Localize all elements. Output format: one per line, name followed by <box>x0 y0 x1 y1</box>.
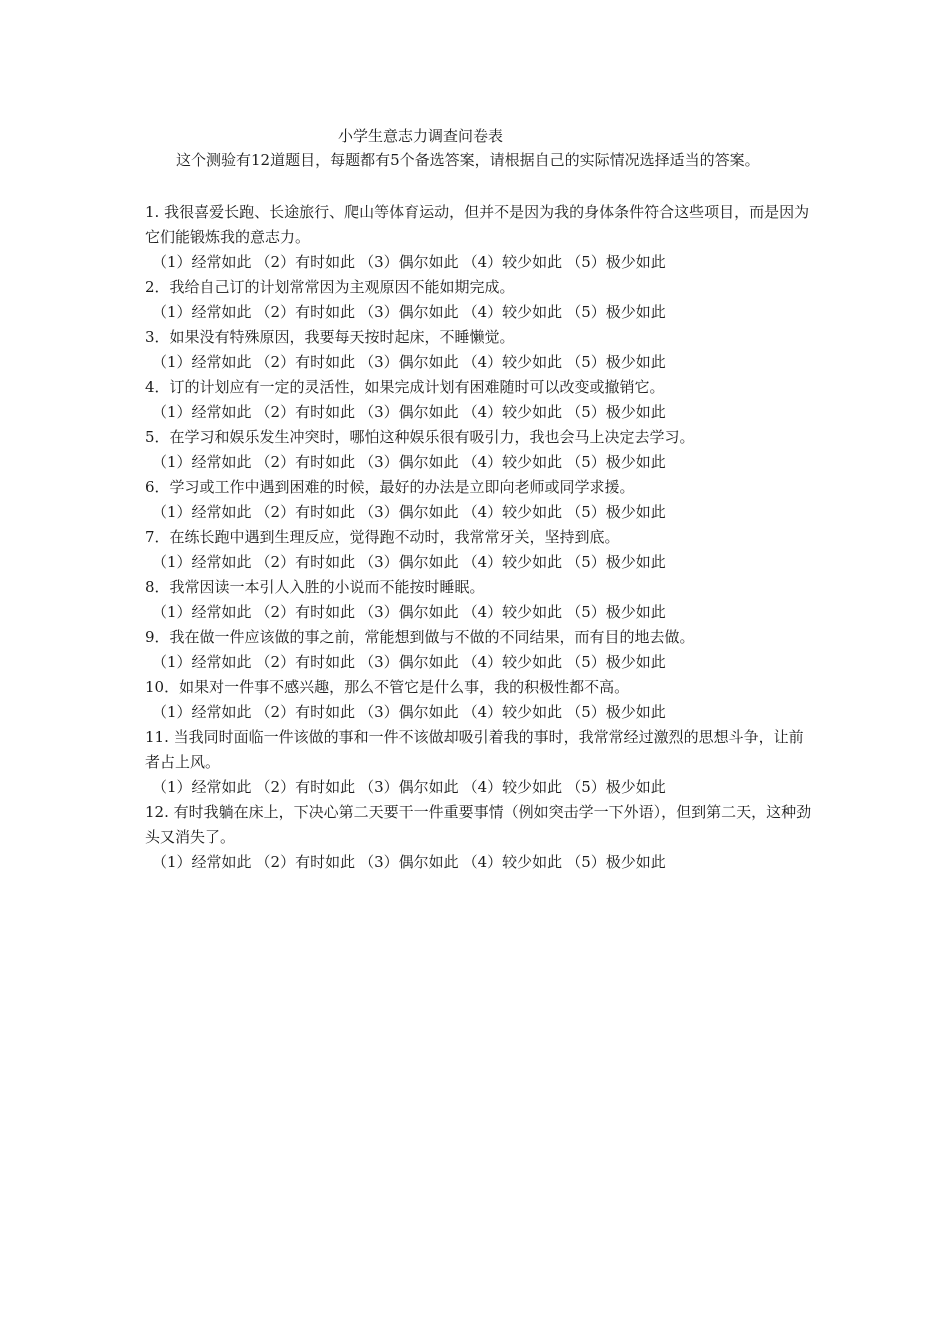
answer-option: （3）偶尔如此 <box>359 703 459 721</box>
answer-option: （4）较少如此 <box>462 853 563 871</box>
answer-option: （1）经常如此 <box>152 253 252 271</box>
answer-options <box>145 300 817 325</box>
answer-option: （3）偶尔如此 <box>359 853 459 871</box>
answer-option: （3）偶尔如此 <box>359 303 459 321</box>
answer-option: （3）偶尔如此 <box>359 653 459 671</box>
answer-option: （4）较少如此 <box>462 253 563 271</box>
answer-option: （1）经常如此 <box>152 853 252 871</box>
question-item <box>145 475 817 525</box>
answer-option: （2）有时如此 <box>255 603 356 621</box>
answer-option: （2）有时如此 <box>255 453 356 471</box>
answer-options <box>145 600 817 625</box>
answer-option: （3）偶尔如此 <box>359 553 459 571</box>
answer-option: （4）较少如此 <box>462 703 563 721</box>
question-text: 6．学习或工作中遇到困难的时候，最好的办法是立即向老师或同学求援。 <box>145 478 635 496</box>
answer-option: （2）有时如此 <box>255 253 356 271</box>
answer-option: （5）极少如此 <box>566 603 666 621</box>
answer-option: （3）偶尔如此 <box>359 253 459 271</box>
answer-option: （4）较少如此 <box>462 778 563 796</box>
answer-option: （2）有时如此 <box>255 653 356 671</box>
answer-option: （1）经常如此 <box>152 303 252 321</box>
answer-options <box>145 850 817 875</box>
answer-option: （2）有时如此 <box>255 403 356 421</box>
question-item <box>145 800 817 875</box>
question-item <box>145 525 817 575</box>
answer-option: （4）较少如此 <box>462 653 563 671</box>
answer-options <box>145 450 817 475</box>
answer-options <box>145 500 817 525</box>
answer-option: （4）较少如此 <box>462 553 563 571</box>
answer-option: （1）经常如此 <box>152 353 252 371</box>
answer-option: （2）有时如此 <box>255 353 356 371</box>
answer-option: （5）极少如此 <box>566 703 666 721</box>
question-item <box>145 200 817 275</box>
answer-option: （2）有时如此 <box>255 703 356 721</box>
answer-option: （1）经常如此 <box>152 553 252 571</box>
answer-option: （2）有时如此 <box>255 853 356 871</box>
answer-options <box>145 550 817 575</box>
answer-option: （5）极少如此 <box>566 303 666 321</box>
answer-options <box>145 250 817 275</box>
answer-option: （2）有时如此 <box>255 503 356 521</box>
answer-option: （5）极少如此 <box>566 553 666 571</box>
question-text: 1. 我很喜爱长跑、长途旅行、爬山等体育运动，但并不是因为我的身体条件符合这些项目，而是因为它们能锻炼我的意志力。 <box>145 203 810 246</box>
question-item <box>145 425 817 475</box>
answer-option: （4）较少如此 <box>462 453 563 471</box>
answer-option: （5）极少如此 <box>566 253 666 271</box>
question-item <box>145 325 817 375</box>
answer-option: （1）经常如此 <box>152 703 252 721</box>
answer-option: （1）经常如此 <box>152 603 252 621</box>
answer-option: （5）极少如此 <box>566 853 666 871</box>
answer-option: （5）极少如此 <box>566 653 666 671</box>
answer-option: （5）极少如此 <box>566 778 666 796</box>
question-text: 12. 有时我躺在床上，下决心第二天要干一件重要事情（例如突击学一下外语），但到第二天，这种劲头又消失了。 <box>145 803 812 846</box>
answer-options <box>145 400 817 425</box>
answer-option: （5）极少如此 <box>566 353 666 371</box>
answer-option: （3）偶尔如此 <box>359 403 459 421</box>
question-item <box>145 275 817 325</box>
answer-option: （4）较少如此 <box>462 403 563 421</box>
question-text: 7．在练长跑中遇到生理反应，觉得跑不动时，我常常牙关，坚持到底。 <box>145 528 620 546</box>
question-item <box>145 725 817 800</box>
question-item <box>145 575 817 625</box>
question-item <box>145 675 817 725</box>
question-text: 5．在学习和娱乐发生冲突时，哪怕这种娱乐很有吸引力，我也会马上决定去学习。 <box>145 428 695 446</box>
question-text: 4．订的计划应有一定的灵活性，如果完成计划有困难随时可以改变或撤销它。 <box>145 378 665 396</box>
answer-option: （5）极少如此 <box>566 453 666 471</box>
answer-option: （3）偶尔如此 <box>359 453 459 471</box>
question-text: 11. 当我同时面临一件该做的事和一件不该做却吸引着我的事时，我常常经过激烈的思想斗争，让前者占上风。 <box>145 728 804 771</box>
question-text: 2．我给自己订的计划常常因为主观原因不能如期完成。 <box>145 278 515 296</box>
question-text: 9．我在做一件应该做的事之前，常能想到做与不做的不同结果，而有目的地去做。 <box>145 628 695 646</box>
answer-options <box>145 350 817 375</box>
intro-text: 这个测验有12道题目，每题都有5个备选答案，请根据自己的实际情况选择适当的答案。 <box>176 151 760 169</box>
question-text: 8．我常因读一本引人入胜的小说而不能按时睡眠。 <box>145 578 485 596</box>
question-list <box>145 200 817 875</box>
answer-option: （2）有时如此 <box>255 553 356 571</box>
answer-option: （3）偶尔如此 <box>359 603 459 621</box>
question-text: 10．如果对一件事不感兴趣，那么不管它是什么事，我的积极性都不高。 <box>145 678 630 696</box>
question-item <box>145 625 817 675</box>
answer-option: （4）较少如此 <box>462 603 563 621</box>
answer-option: （1）经常如此 <box>152 503 252 521</box>
question-item <box>145 375 817 425</box>
answer-option: （5）极少如此 <box>566 503 666 521</box>
answer-option: （4）较少如此 <box>462 353 563 371</box>
answer-option: （2）有时如此 <box>255 303 356 321</box>
answer-option: （3）偶尔如此 <box>359 353 459 371</box>
answer-option: （4）较少如此 <box>462 503 563 521</box>
question-text: 3．如果没有特殊原因，我要每天按时起床，不睡懒觉。 <box>145 328 515 346</box>
answer-option: （2）有时如此 <box>255 778 356 796</box>
answer-options <box>145 775 817 800</box>
answer-option: （1）经常如此 <box>152 403 252 421</box>
answer-option: （1）经常如此 <box>152 653 252 671</box>
answer-options <box>145 650 817 675</box>
answer-option: （4）较少如此 <box>462 303 563 321</box>
answer-option: （1）经常如此 <box>152 453 252 471</box>
answer-option: （3）偶尔如此 <box>359 778 459 796</box>
answer-options <box>145 700 817 725</box>
answer-option: （5）极少如此 <box>566 403 666 421</box>
page-title: 小学生意志力调查问卷表 <box>338 127 504 145</box>
answer-option: （3）偶尔如此 <box>359 503 459 521</box>
answer-option: （1）经常如此 <box>152 778 252 796</box>
